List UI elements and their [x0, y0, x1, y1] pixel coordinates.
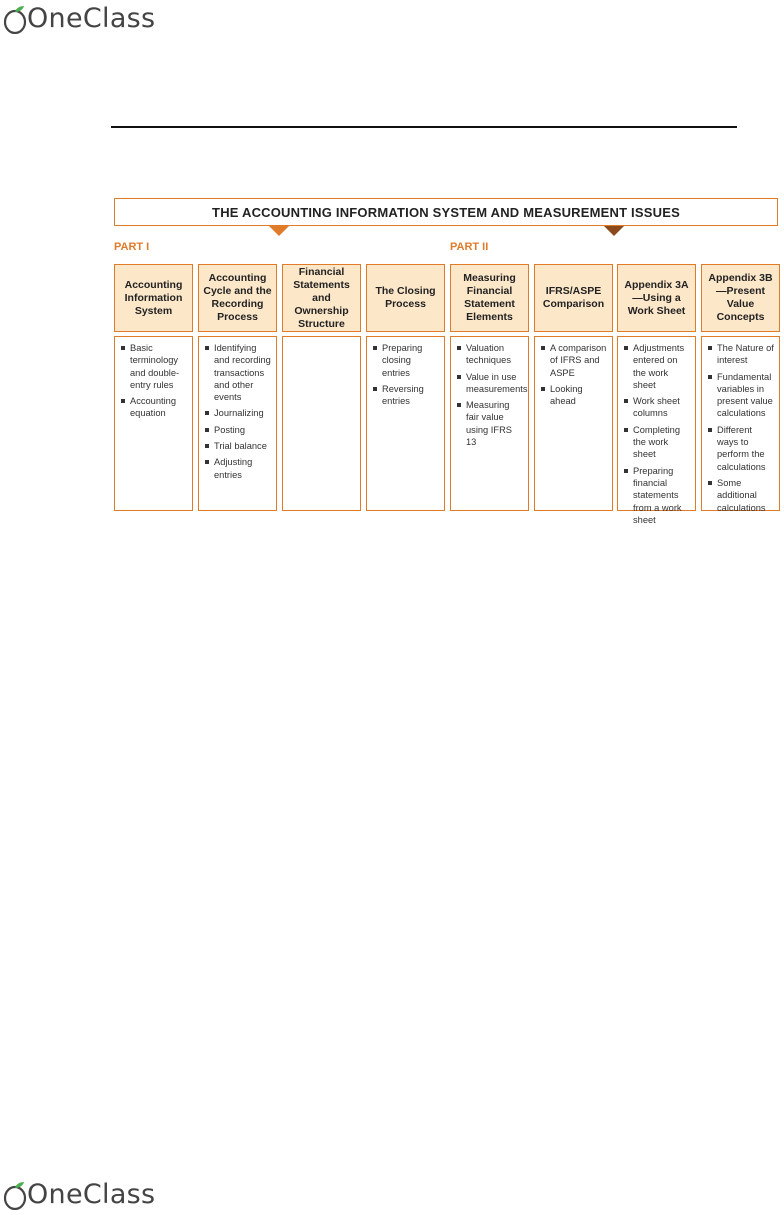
column-heading: Accounting Information System [114, 264, 193, 332]
diagram-title: THE ACCOUNTING INFORMATION SYSTEM AND MEASUREMENT ISSUES [114, 198, 778, 226]
bullet-square-icon [708, 346, 712, 350]
list-item [205, 342, 272, 403]
list-item-text: Reversing entries [382, 383, 424, 407]
list-item-text: Accounting equation [130, 396, 176, 419]
list-item [205, 440, 272, 452]
list-item [624, 395, 691, 420]
column-heading: Financial Statements and Ownership Structure [282, 264, 361, 332]
bullet-square-icon [708, 481, 712, 485]
list-item [708, 342, 775, 367]
part2-label: PART II [450, 241, 489, 253]
list-item [457, 371, 528, 396]
column-heading: Accounting Cycle and the Recording Process [198, 264, 277, 332]
horizontal-rule [111, 126, 737, 128]
list-item [541, 383, 608, 408]
list-item-text: Completing the work sheet [633, 424, 681, 460]
list-item [457, 399, 524, 448]
part1-label: PART I [114, 241, 150, 253]
list-item [708, 424, 775, 473]
list-item [624, 342, 691, 391]
list-item-text: Adjustments entered on the work sheet [633, 343, 685, 390]
list-item [541, 342, 608, 379]
bullet-square-icon [205, 460, 209, 464]
bullet-list [205, 342, 272, 481]
list-item [205, 456, 272, 481]
column-body [198, 336, 277, 511]
part2-pointer-icon [604, 226, 624, 236]
list-item-text: Looking ahead [550, 383, 583, 407]
column-heading: Measuring Financial Statement Elements [450, 264, 529, 332]
column-body [534, 336, 613, 511]
bullet-square-icon [205, 428, 209, 432]
list-item-text: Preparing financial statements from a work sheet [633, 465, 682, 525]
list-item-text: Different ways to perform the calculations [717, 424, 766, 472]
column-body [450, 336, 529, 511]
column-heading: Appendix 3A—Using a Work Sheet [617, 264, 696, 332]
list-item-text: Valuation techniques [466, 343, 511, 366]
list-item-text: Journalizing [214, 408, 264, 419]
list-item-text: Basic terminology and double-entry rules [130, 343, 180, 390]
bullet-square-icon [121, 346, 125, 350]
bullet-square-icon [373, 387, 377, 391]
apple-leaf-icon [2, 4, 28, 34]
bullet-square-icon [205, 411, 209, 415]
bullet-square-icon [624, 346, 628, 350]
bullet-square-icon [457, 375, 461, 379]
bullet-square-icon [121, 399, 125, 403]
bullet-square-icon [457, 346, 461, 350]
list-item-text: Adjusting entries [214, 457, 253, 480]
bullet-square-icon [373, 346, 377, 350]
list-item [708, 371, 775, 420]
list-item-text: The Nature of interest [717, 343, 774, 366]
bullet-list [541, 342, 608, 407]
apple-leaf-icon [2, 1180, 28, 1210]
column-body [366, 336, 445, 511]
bullet-square-icon [624, 428, 628, 432]
column-body [282, 336, 361, 511]
logo-wordmark: OneClass [27, 3, 156, 34]
column-heading: Appendix 3B—Present Value Concepts [701, 264, 780, 332]
list-item-text: A comparison of IFRS and ASPE [550, 343, 607, 378]
bullet-square-icon [708, 375, 712, 379]
list-item-text: Preparing closing entries [382, 343, 423, 378]
list-item [121, 395, 188, 420]
column-body [701, 336, 780, 511]
list-item [205, 424, 272, 436]
list-item [457, 342, 524, 367]
list-item-text: Measuring fair value using IFRS 13 [466, 400, 512, 448]
oneclass-logo [2, 4, 155, 34]
bullet-list [708, 342, 775, 514]
column-body [617, 336, 696, 525]
part1-pointer-icon [269, 226, 289, 236]
bullet-list [373, 342, 440, 407]
column-heading: The Closing Process [366, 264, 445, 332]
bullet-square-icon [624, 399, 628, 403]
list-item [624, 465, 691, 526]
oneclass-logo-footer [2, 1180, 155, 1210]
column-heading: IFRS/ASPE Comparison [534, 264, 613, 332]
list-item-text: Identifying and recording transactions and other events [214, 343, 271, 403]
logo-wordmark: OneClass [27, 1179, 156, 1210]
list-item-text: Fundamental variables in present value calculations [717, 371, 773, 419]
list-item [121, 342, 188, 391]
bullet-square-icon [205, 444, 209, 448]
list-item [373, 342, 440, 379]
column-body [114, 336, 193, 511]
bullet-list [624, 342, 691, 526]
list-item-text: Value in use measurements [466, 371, 528, 394]
bullet-square-icon [205, 346, 209, 350]
list-item [205, 407, 272, 419]
list-item-text: Some additional calculations [717, 477, 766, 513]
list-item-text: Posting [214, 424, 246, 435]
list-item-text: Trial balance [214, 441, 267, 452]
bullet-square-icon [541, 387, 545, 391]
bullet-square-icon [541, 346, 545, 350]
list-item [373, 383, 440, 408]
list-item-text: Work sheet columns [633, 396, 680, 419]
bullet-square-icon [457, 403, 461, 407]
list-item [624, 424, 691, 461]
bullet-list [121, 342, 188, 420]
bullet-square-icon [708, 428, 712, 432]
bullet-square-icon [624, 469, 628, 473]
bullet-list [457, 342, 528, 448]
list-item [708, 477, 775, 514]
